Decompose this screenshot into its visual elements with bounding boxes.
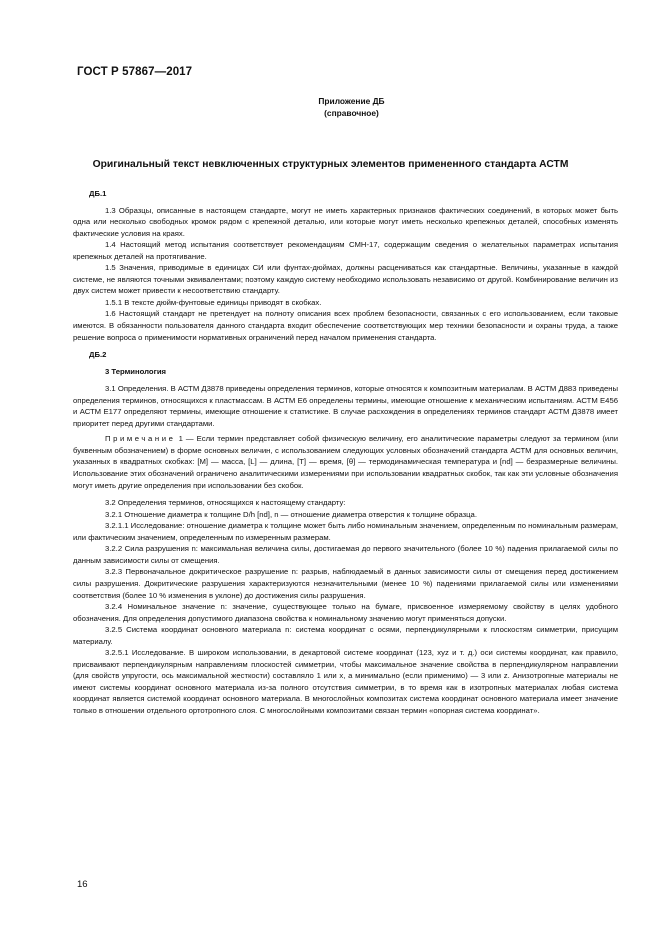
document-body bbox=[73, 186, 618, 717]
page-number: 16 bbox=[77, 879, 88, 890]
section-db1-heading: ДБ.1 bbox=[89, 189, 107, 198]
note-text: 1 — Если термин представляет собой физическую величину, его аналитические параметры следуют за термином (или буквенным обозначением) в форме основных величин, с использованием следующих условных обозначений стандарта АСТМ для основных величин, указанных в квадратных скобках: [M] — масса, [L] — длина, [T] — время, [θ] — термодинамическая температура и [nd] — безразмерные величины. Использование этих обозначений ограничено аналитическими измерениями при использовании квадратных скобок, так как эти условные обозначения могут иметь другие определения при использовании без скобок. bbox=[73, 434, 618, 490]
paragraph-3-2-3: 3.2.3 Первоначальное докритическое разрушение n: разрыв, наблюдаемый в данных зависимости силы от смещения перед достижением силы разрушения. Докритические разрушения характеризуются незначительными (менее 10 %) падениями прилагаемой силы или изменениями соответствия (более 10 % изменения в уклоне) до достижения силы разрушения. bbox=[73, 567, 618, 600]
paragraph-1-5: 1.5 Значения, приводимые в единицах СИ или фунтах-дюймах, должны расцениваться как стандартные. Величины, указанные в каждой системе, не являются точными эквивалентами; поэтому каждую систему необходимо использовать независимо от другой. Комбинирование величин из двух систем может привести к несоответствию стандарту. bbox=[73, 263, 618, 296]
paragraph-1-6: 1.6 Настоящий стандарт не претендует на полноту описания всех проблем безопасности, связанных с его использованием, если таковые имеются. В обязанности пользователя данного стандарта входит обеспечение соответствующих мер техники безопасности и охраны труда, а также решение вопроса о применимости нормативных ограничений перед началом применения стандарта. bbox=[73, 309, 618, 342]
paragraph-3-2-1: 3.2.1 Отношение диаметра к толщине D/h [nd], n — отношение диаметра отверстия к толщине образца. bbox=[105, 509, 477, 519]
section-db2-heading: ДБ.2 bbox=[89, 350, 107, 360]
paragraph-3-2-5: 3.2.5 Система координат основного материала n: система координат с осями, перпендикулярными к плоскостям симметрии, присущим материалу. bbox=[73, 625, 618, 646]
paragraph-1-5-1: 1.5.1 В тексте дюйм-фунтовые единицы приводят в скобках. bbox=[105, 297, 322, 307]
main-title: Оригинальный текст невключенных структурных элементов примененного стандарта АСТМ bbox=[92, 159, 569, 170]
paragraph-3-1: 3.1 Определения. В АСТМ Д3878 приведены определения терминов, которые относятся к композитным материалам. В АСТМ Д883 приведены определения терминов, относящихся к пластмассам. В АСТМ Е6 определены термины, имеющие отношение к механическим испытаниям. АСТМ Е456 и АСТМ Е177 определяют термины, имеющие отношение к статистике. В случае расхождения в определениях терминов стандарт АСТМ Д3878 имеет приоритет перед другими стандартами. bbox=[73, 384, 618, 428]
standard-header: ГОСТ Р 57867—2017 bbox=[77, 66, 193, 78]
paragraph-3-2-4: 3.2.4 Номинальное значение n: значение, существующее только на бумаге, присвоенное измеряемому свойству в целях удобного обозначения. Для определения допустимого диапазона свойства к номинальному значению могут применяться допуски. bbox=[73, 602, 618, 623]
paragraph-1-3: 1.3 Образцы, описанные в настоящем стандарте, могут не иметь характерных признаков фактических соединений, в которых может быть одна или несколько свободных кромок рядом с крепежной деталью, или которые могут иметь несколько крепежных деталей, способных изменять фактические условия на краях. bbox=[73, 205, 618, 238]
annex-subtitle: (справочное) bbox=[324, 108, 379, 118]
annex-title: Приложение ДБ bbox=[318, 96, 385, 106]
note-1 bbox=[73, 433, 618, 491]
paragraph-3-2-2: 3.2.2 Сила разрушения n: максимальная величина силы, достигаемая до первого значительного (более 10 %) падения прилагаемой силы по данным зависимости силы от смещения. bbox=[73, 544, 618, 565]
paragraph-3-2: 3.2 Определения терминов, относящихся к настоящему стандарту: bbox=[105, 498, 346, 508]
note-label: Примечание bbox=[105, 434, 176, 444]
section-3-heading: 3 Терминология bbox=[105, 366, 167, 376]
paragraph-3-2-5-1: 3.2.5.1 Исследование. В широком использовании, в декартовой системе координат (123, xyz и т. д.) оси системы координат, как правило, присваивают перпендикулярным направлениям плоскостей симметрии, чтобы максимальное значение свойства в перпендикулярном направлении (для свойств упругости, ось максимальной жесткости) составляло 1 или x, а минимально (если применимо) — 3 или z. Анизотропные материалы не имеют системы координат основного материала из-за полного отсутствия симметрии, в то время как в изотропных материалах любая система координат является системой координат основного материала. В многослойных композитах система координат основного материала имеет значение только в отношении отдельного ортотропного слоя. С многослойными композитами связан термин «опорная система координат». bbox=[73, 648, 618, 715]
paragraph-1-4: 1.4 Настоящий метод испытания соответствует рекомендациям CMH-17, содержащим сведения о желательных параметрах испытания крепежных деталей на протягивание. bbox=[73, 240, 618, 261]
paragraph-3-2-1-1: 3.2.1.1 Исследование: отношение диаметра к толщине может быть либо номинальным значением, определенным по номинальным размерам, или фактическим значением, определенным по измеренным размерам. bbox=[73, 521, 618, 542]
